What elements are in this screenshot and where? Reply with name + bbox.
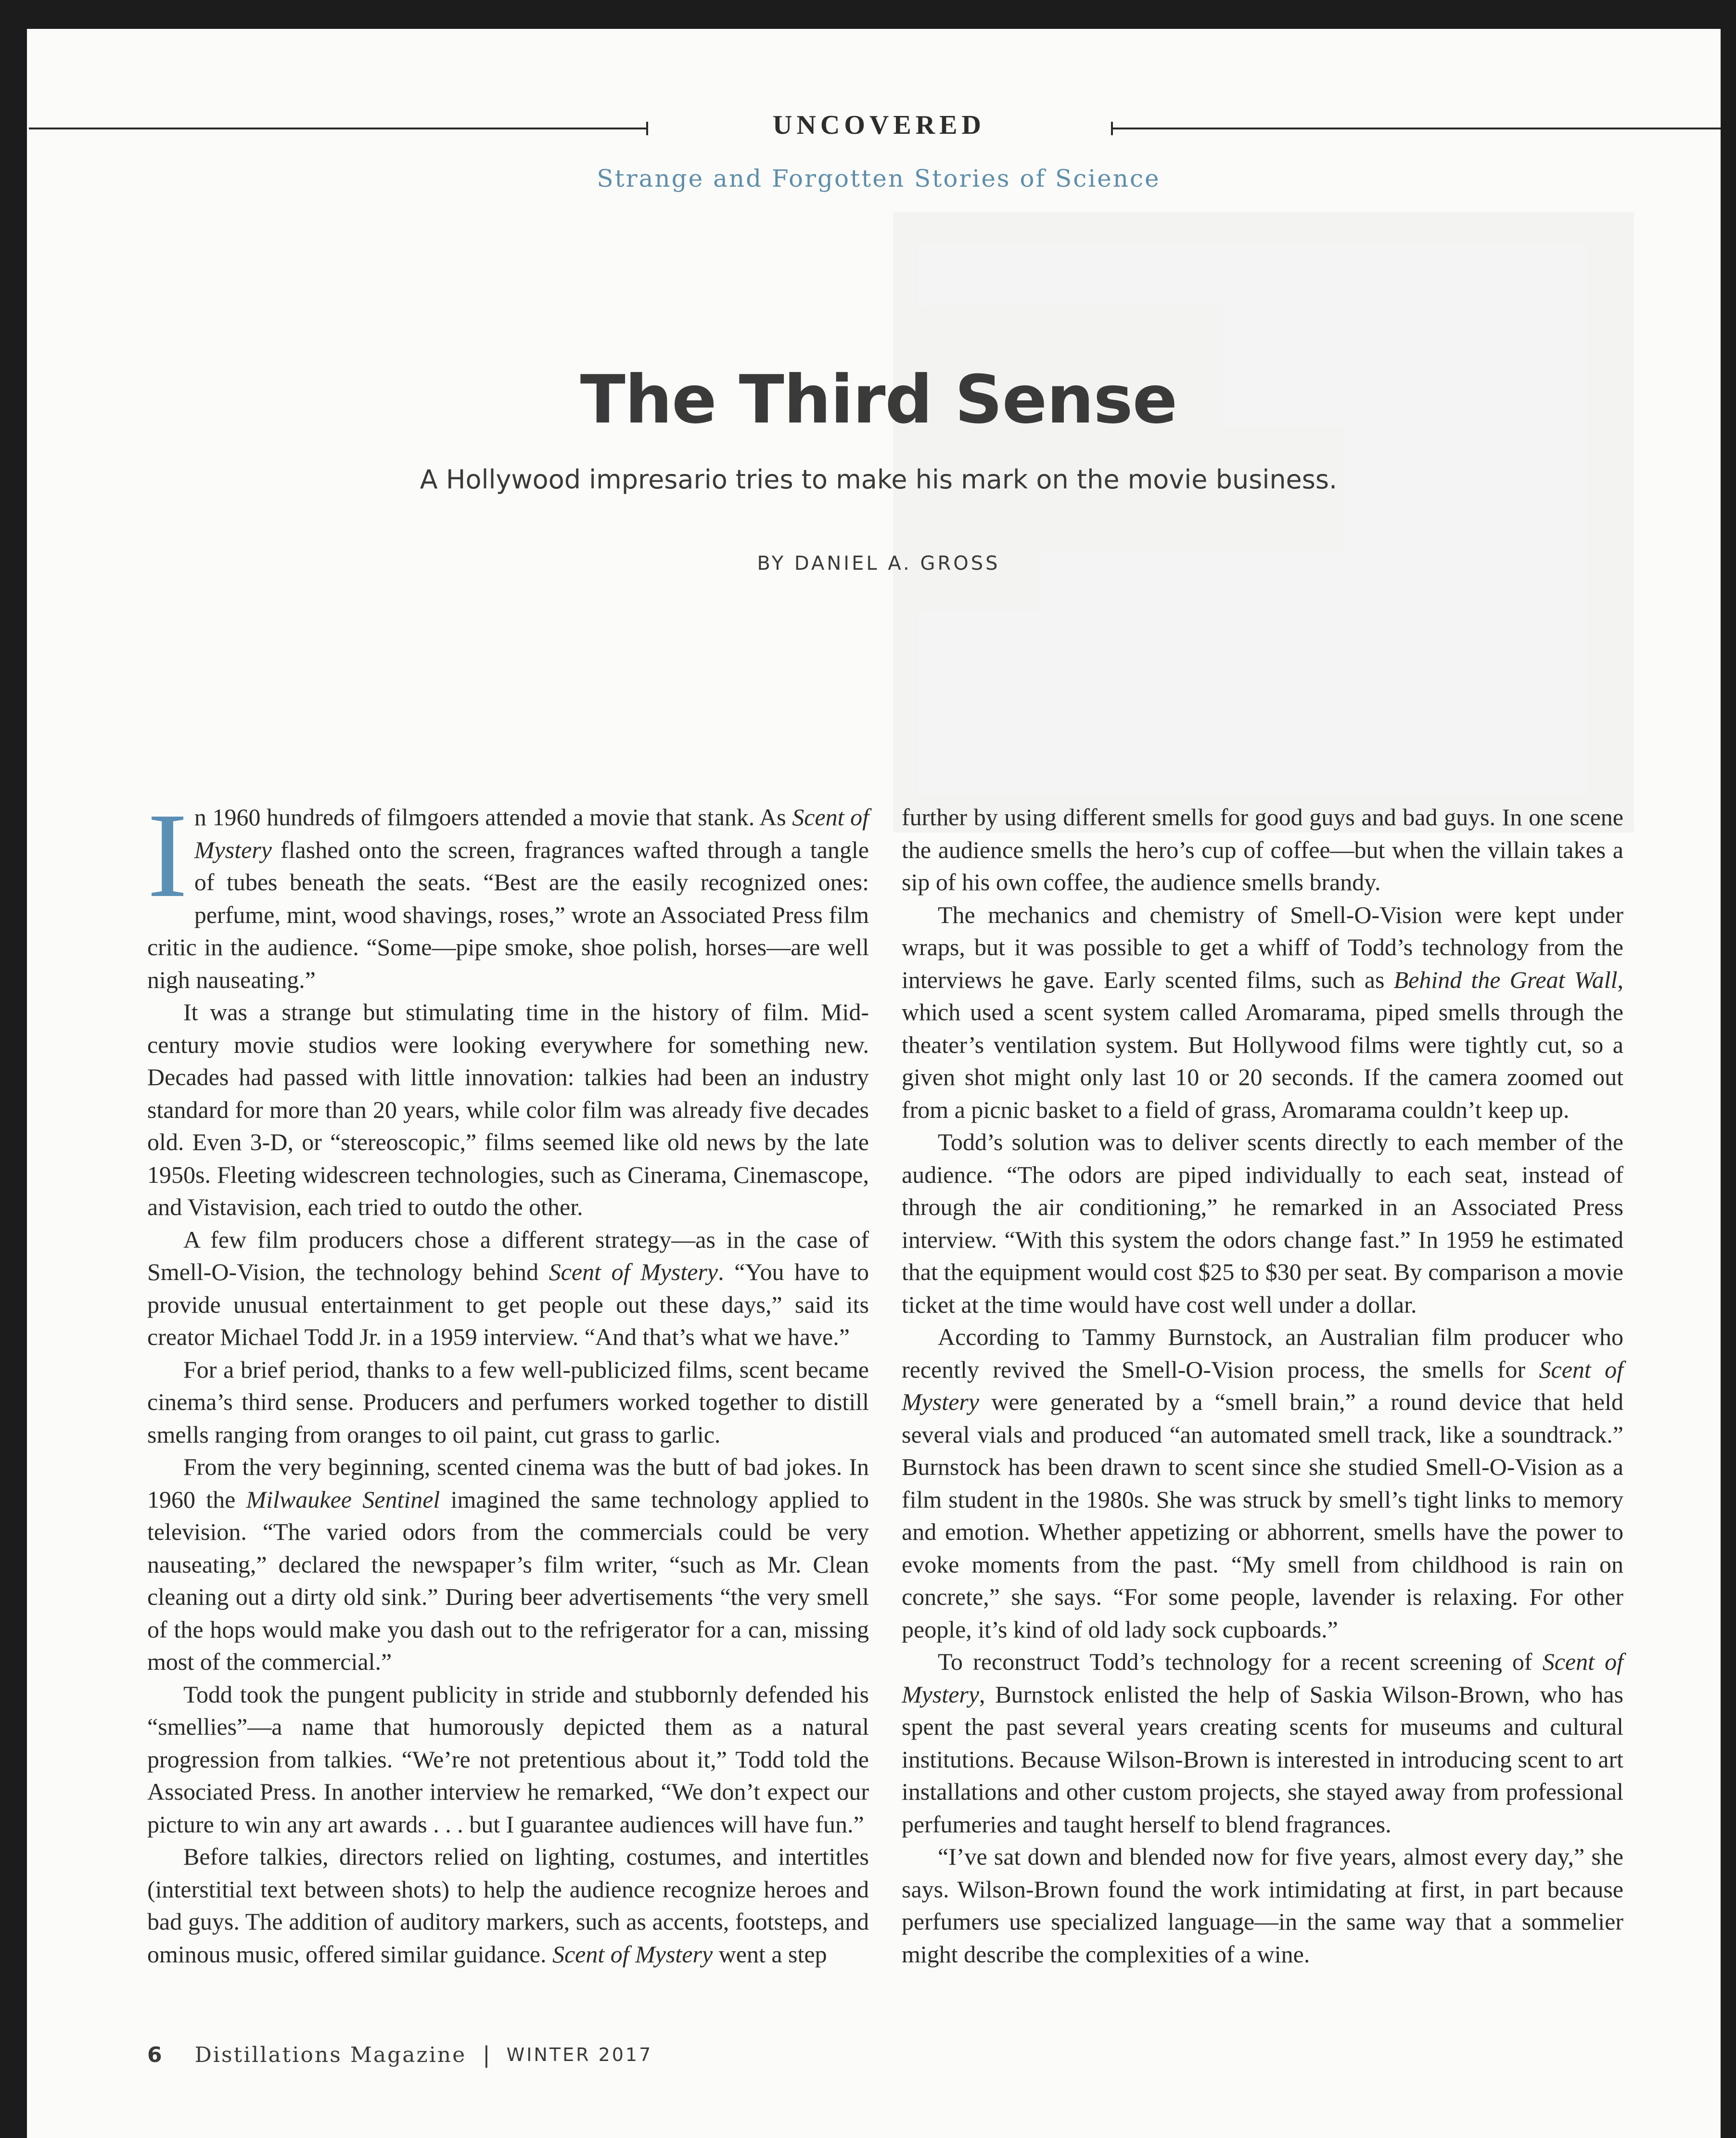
header-rule-left-end — [646, 122, 648, 135]
italic-title: Scent of Mystery — [194, 804, 869, 863]
left-column — [147, 788, 869, 1971]
body-paragraph — [147, 788, 869, 996]
drop-cap: I — [147, 788, 188, 922]
text-run: From the very beginning, scented cinema was the butt of bad jokes. In 1960 the — [147, 1453, 869, 1513]
body-paragraph — [147, 996, 869, 1224]
text-run: According to Tammy Burnstock, an Australian film producer who recently revived the Smell-O-Vision process, the smells for — [902, 1323, 1623, 1383]
text-run: n 1960 hundreds of filmgoers attended a movie that stank. As — [194, 804, 792, 831]
text-run: further by using different smells for good guys and bad guys. In one scene the audience smells the hero’s cup of coffee—but when the villain takes a sip of his own coffee, the audience smells brandy. — [902, 804, 1623, 896]
text-run: Before talkies, directors relied on lighting, costumes, and intertitles (interstitial text between shots) to help the audience recognize heroes and bad guys. The addition of auditory markers, such as accents, footsteps, and ominous music, offered similar guidance. — [147, 1843, 869, 1968]
text-run: , which used a scent system called Aromarama, piped smells through the theater’s ventilation system. But Hollywood films were tightly cut, so a given shot might only last 10 or 20 seconds. If the camera zoomed out from a picnic basket to a field of grass, Aromarama couldn’t keep up. — [902, 966, 1624, 1123]
italic-title: Scent of Mystery — [552, 1940, 713, 1968]
italic-title: Scent of Mystery — [902, 1648, 1623, 1708]
footer-separator: | — [483, 2042, 490, 2068]
issue-date: WINTER 2017 — [506, 2044, 653, 2065]
body-paragraph — [902, 1841, 1623, 1971]
page-footer — [147, 2038, 652, 2072]
text-run: The mechanics and chemistry of Smell-O-Vision were kept under wraps, but it was possible to get a whiff of Todd’s technology from the interviews he gave. Early scented films, such as — [902, 901, 1623, 993]
text-run: imagined the same technology applied to television. “The varied odors from the commercials could be very nauseating,” declared the newspaper’s film writer, “such as Mr. Clean cleaning out a dirty old sink.” During beer advertisements “the very smell of the hops would make you dash out to the refrigerator for a can, missing most of the commercial.” — [147, 1485, 869, 1675]
body-paragraph — [902, 1646, 1623, 1841]
body-paragraph — [902, 1126, 1623, 1321]
header-rule-right — [1111, 128, 1721, 129]
body-paragraph — [147, 1451, 869, 1678]
section-title: UNCOVERED — [773, 110, 985, 140]
show-through-image — [893, 212, 1634, 832]
body-paragraph — [147, 1678, 869, 1841]
page-number: 6 — [147, 2042, 162, 2067]
magazine-page — [27, 29, 1721, 2138]
right-column — [902, 801, 1623, 1971]
italic-title: Behind the Great Wall — [1393, 966, 1618, 993]
body-paragraph — [147, 1841, 869, 1971]
section-subtitle: Strange and Forgotten Stories of Science — [597, 165, 1161, 192]
text-run: flashed onto the screen, fragrances wafted through a tangle of tubes beneath the seats. “Best are the easily recognized ones: perfume, mint, wood shavings, roses,” wrote an Associated Press film critic in the audience. “Some—pipe smoke, shoe polish, horses—are well nigh nauseating.” — [147, 836, 869, 993]
text-run: . “You have to provide unusual entertainment to get people out these days,” said its creator Michael Todd Jr. in a 1959 interview. “And that’s what we have.” — [147, 1258, 869, 1350]
text-run: Todd took the pungent publicity in stride and stubbornly defended his “smellies”—a name that humorously depicted them as a natural progression from talkies. “We’re not pretentious about it,” Todd told the Associated Press. In another interview he remarked, “We don’t expect our picture to win any art awards . . . but I guarantee audiences will have fun.” — [147, 1680, 869, 1838]
magazine-name: Distillations Magazine — [194, 2042, 467, 2067]
text-run: A few film producers chose a different strategy—as in the case of Smell-O-Vision, the technology behind — [147, 1226, 869, 1285]
text-run: Todd’s solution was to deliver scents directly to each member of the audience. “The odors are piped individually to each seat, instead of through the air conditioning,” he remarked in an Associated Press interview. “With this system the odors change fast.” In 1959 he estimated that the equipment would cost $25 to $30 per seat. By comparison a movie ticket at the time would have cost well under a dollar. — [902, 1128, 1623, 1318]
header-rule-left — [29, 128, 647, 129]
byline: BY DANIEL A. GROSS — [757, 552, 1000, 575]
text-run: were generated by a “smell brain,” a round device that held several vials and produced “an automated smell track, like a soundtrack.” Burnstock has been drawn to scent since she studied Smell-O-Vision as a film student in the 1980s. She was struck by smell’s tight links to memory and emotion. Whether appetizing or abhorrent, smells have the power to evoke moments from the past. “My smell from childhood is rain on concrete,” she says. “For some people, lavender is relaxing. For other people, it’s kind of old lady sock cupboards.” — [902, 1388, 1623, 1643]
header-rule-right-end — [1111, 122, 1113, 135]
body-paragraph — [147, 1354, 869, 1451]
text-run: , Burnstock enlisted the help of Saskia Wilson-Brown, who has spent the past several years creating scents for museums and cultural institutions. Because Wilson-Brown is interested in introducing scent to art installations and other custom projects, she stayed away from professional perfumeries and taught herself to blend fragrances. — [902, 1680, 1623, 1838]
body-paragraph — [902, 801, 1623, 899]
italic-title: Milwaukee Sentinel — [246, 1485, 440, 1513]
text-run: It was a strange but stimulating time in the history of film. Mid-century movie studios were looking everywhere for something new. Decades had passed with little innovation: talkies had been an industry standard for more than 20 years, while color film was already five decades old. Even 3-D, or “stereoscopic,” films seemed like old news by the late 1950s. Fleeting widescreen technologies, such as Cinerama, Cinemascope, and Vistavision, each tried to outdo the other. — [147, 999, 869, 1220]
body-paragraph — [147, 1224, 869, 1354]
body-paragraph — [902, 899, 1623, 1127]
text-run: For a brief period, thanks to a few well-publicized films, scent became cinema’s third sense. Producers and perfumers worked together to distill smells ranging from oranges to oil paint, cut grass to garlic. — [147, 1356, 869, 1448]
body-paragraph — [902, 1321, 1623, 1646]
italic-title: Scent of Mystery — [902, 1356, 1623, 1415]
text-run: To reconstruct Todd’s technology for a recent screening of — [938, 1648, 1543, 1675]
article-dek: A Hollywood impresario tries to make his mark on the movie business. — [420, 464, 1338, 495]
text-run: “I’ve sat down and blended now for five years, almost every day,” she says. Wilson-Brown found the work intimidating at first, in part because perfumers use specialized language—in the same way that a sommelier might describe the complexities of a wine. — [902, 1843, 1623, 1968]
italic-title: Scent of Mystery — [549, 1258, 718, 1285]
article-title: The Third Sense — [580, 361, 1177, 438]
text-run: went a step — [713, 1940, 827, 1968]
